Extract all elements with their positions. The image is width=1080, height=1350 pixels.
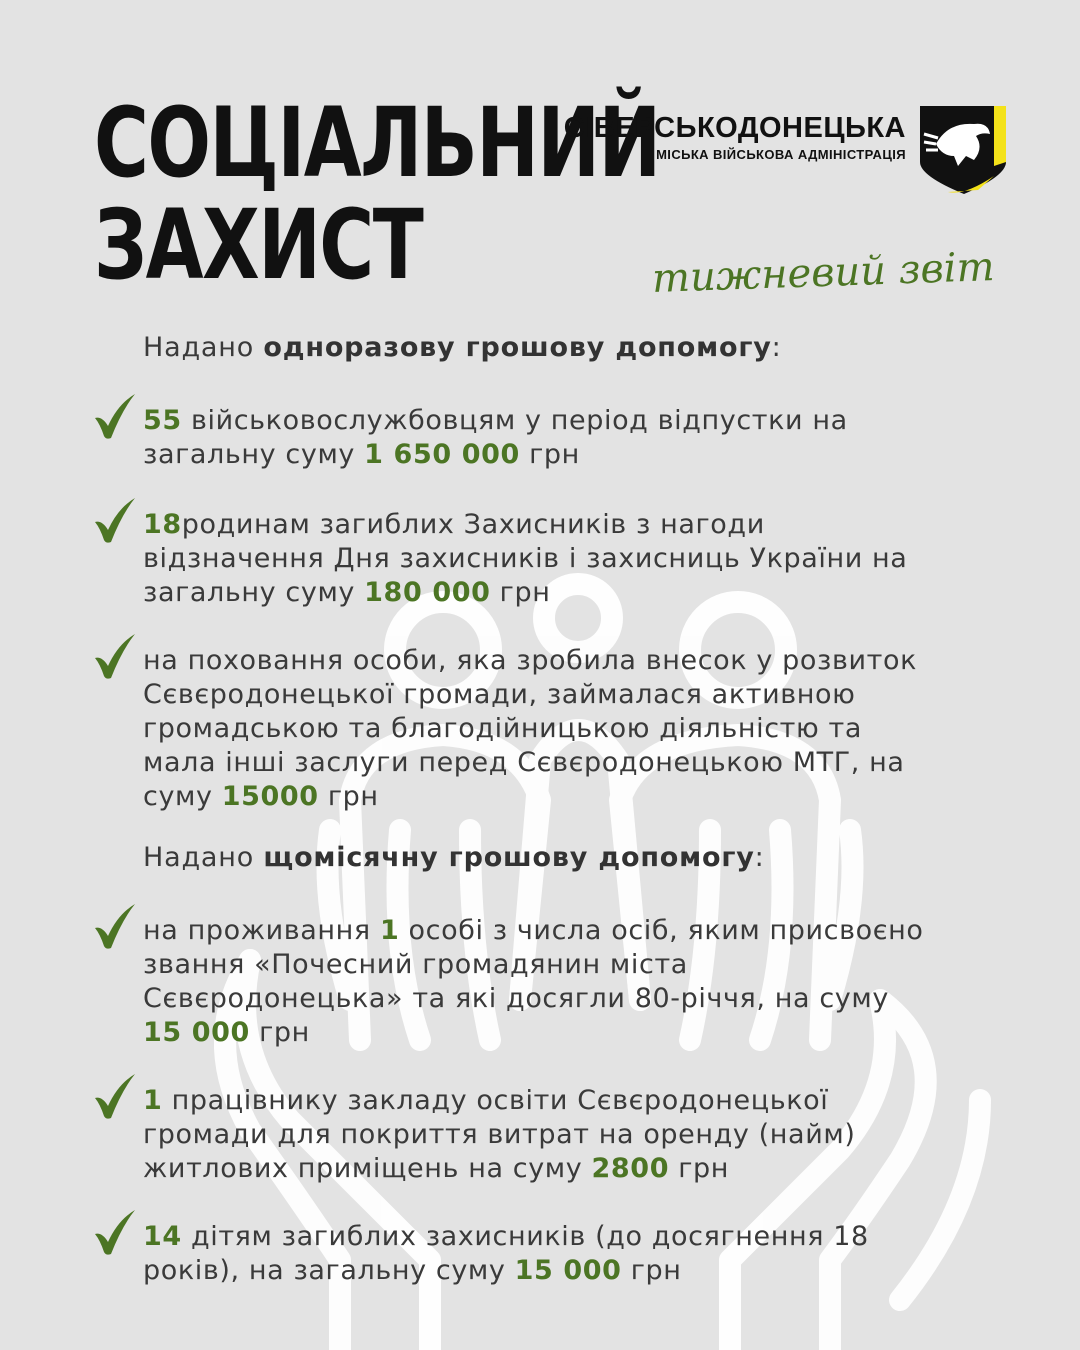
section-two-lead-bold: щомісячну грошову допомогу <box>263 842 755 873</box>
text-line <box>143 404 992 438</box>
text-segment: працівнику закладу освіти Сєвєродонецької <box>162 1085 829 1116</box>
text-line <box>143 1152 992 1186</box>
list-item-text <box>143 644 992 814</box>
text-line <box>143 438 992 472</box>
title-line-1: СОЦІАЛЬНИЙ <box>94 87 660 199</box>
text-segment: грн <box>621 1255 682 1286</box>
list-item-text <box>143 508 992 610</box>
text-line <box>143 914 992 948</box>
highlight-value: 180 000 <box>364 577 491 608</box>
text-line <box>143 542 992 576</box>
text-line <box>143 508 992 542</box>
text-segment: грн <box>490 577 551 608</box>
section-two-lead: Надано щомісячну грошову допомогу: <box>143 842 765 873</box>
text-line <box>143 1084 992 1118</box>
text-segment: Сєвєродонецької громади, займалася активною <box>143 679 856 710</box>
section-one-lead-bold: одноразову грошову допомогу <box>263 332 772 363</box>
text-segment: суму <box>143 781 222 812</box>
highlight-value: 1 <box>379 915 400 946</box>
list-item <box>92 508 992 610</box>
check-icon <box>92 496 138 546</box>
highlight-value: 14 <box>143 1221 182 1252</box>
list-item-text <box>143 914 992 1050</box>
text-line <box>143 1016 992 1050</box>
list-item <box>92 644 992 814</box>
text-line <box>143 982 992 1016</box>
city-emblem-icon <box>918 104 1008 196</box>
check-icon <box>92 632 138 682</box>
check-icon <box>92 392 138 442</box>
text-segment: звання «Почесний громадянин міста <box>143 949 688 980</box>
logo-admin-name: МІСЬКА ВІЙСЬКОВА АДМІНІСТРАЦІЯ <box>656 147 906 162</box>
text-segment: родинам загиблих Захисників з нагоди <box>181 509 765 540</box>
highlight-value: 1 <box>143 1085 163 1116</box>
text-segment: грн <box>249 1017 310 1048</box>
text-segment: дітям загиблих захисників (до досягнення 18 <box>181 1221 869 1252</box>
text-line <box>143 1220 992 1254</box>
list-item <box>92 1084 992 1186</box>
list-item-text <box>143 1084 992 1186</box>
text-line <box>143 780 992 814</box>
highlight-value: 15000 <box>221 781 319 812</box>
check-icon <box>92 1072 138 1122</box>
highlight-value: 15 000 <box>143 1017 250 1048</box>
text-line <box>143 678 992 712</box>
text-line <box>143 712 992 746</box>
text-segment: загальну суму <box>143 577 365 608</box>
text-segment: військовослужбовцям у період відпустки на <box>181 405 848 436</box>
text-segment: на поховання особи, яка зробила внесок у розвиток <box>143 645 917 676</box>
text-line <box>143 746 992 780</box>
administration-logo-text <box>554 112 906 162</box>
text-segment: грн <box>318 781 379 812</box>
list-item <box>92 404 992 472</box>
text-segment: особі з числа осіб, яким присвоєно <box>399 915 924 946</box>
list-item <box>92 1220 992 1288</box>
text-segment: років), на загальну суму <box>143 1255 515 1286</box>
highlight-value: 1 650 000 <box>364 439 520 470</box>
text-segment: громадською та благодійницькою діяльністю та <box>143 713 862 744</box>
text-segment: грн <box>519 439 580 470</box>
highlight-value: 15 000 <box>514 1255 622 1286</box>
highlight-value: 18 <box>143 509 182 540</box>
text-segment: відзначення Дня захисників і захисниць України на <box>143 543 908 574</box>
text-line <box>143 1118 992 1152</box>
check-icon <box>92 1208 138 1258</box>
check-icon <box>92 902 138 952</box>
highlight-value: 55 <box>143 405 182 436</box>
list-item-text <box>143 404 992 472</box>
list-item <box>92 914 992 1050</box>
list-item-text <box>143 1220 992 1288</box>
text-line <box>143 948 992 982</box>
text-segment: грн <box>669 1153 730 1184</box>
text-line <box>143 576 992 610</box>
highlight-value: 2800 <box>591 1153 670 1184</box>
text-segment: житлових приміщень на суму <box>143 1153 592 1184</box>
text-segment: Сєвєродонецька» та які досягли 80-річчя, на суму <box>143 983 889 1014</box>
text-line <box>143 1254 992 1288</box>
title-line-2: ЗАХИСТ <box>94 189 423 301</box>
text-segment: громади для покриття витрат на оренду (найм) <box>143 1119 856 1150</box>
logo-city-name: СІВЕРСЬКОДОНЕЦЬКА <box>563 112 906 144</box>
text-segment: загальну суму <box>143 439 365 470</box>
weekly-report-subtitle: тижневий звіт <box>651 244 996 302</box>
section-one-lead: Надано одноразову грошову допомогу: <box>143 332 782 363</box>
text-segment: на проживання <box>143 915 380 946</box>
text-line <box>143 644 992 678</box>
text-segment: мала інші заслуги перед Сєвєродонецькою МТГ, на <box>143 747 905 778</box>
